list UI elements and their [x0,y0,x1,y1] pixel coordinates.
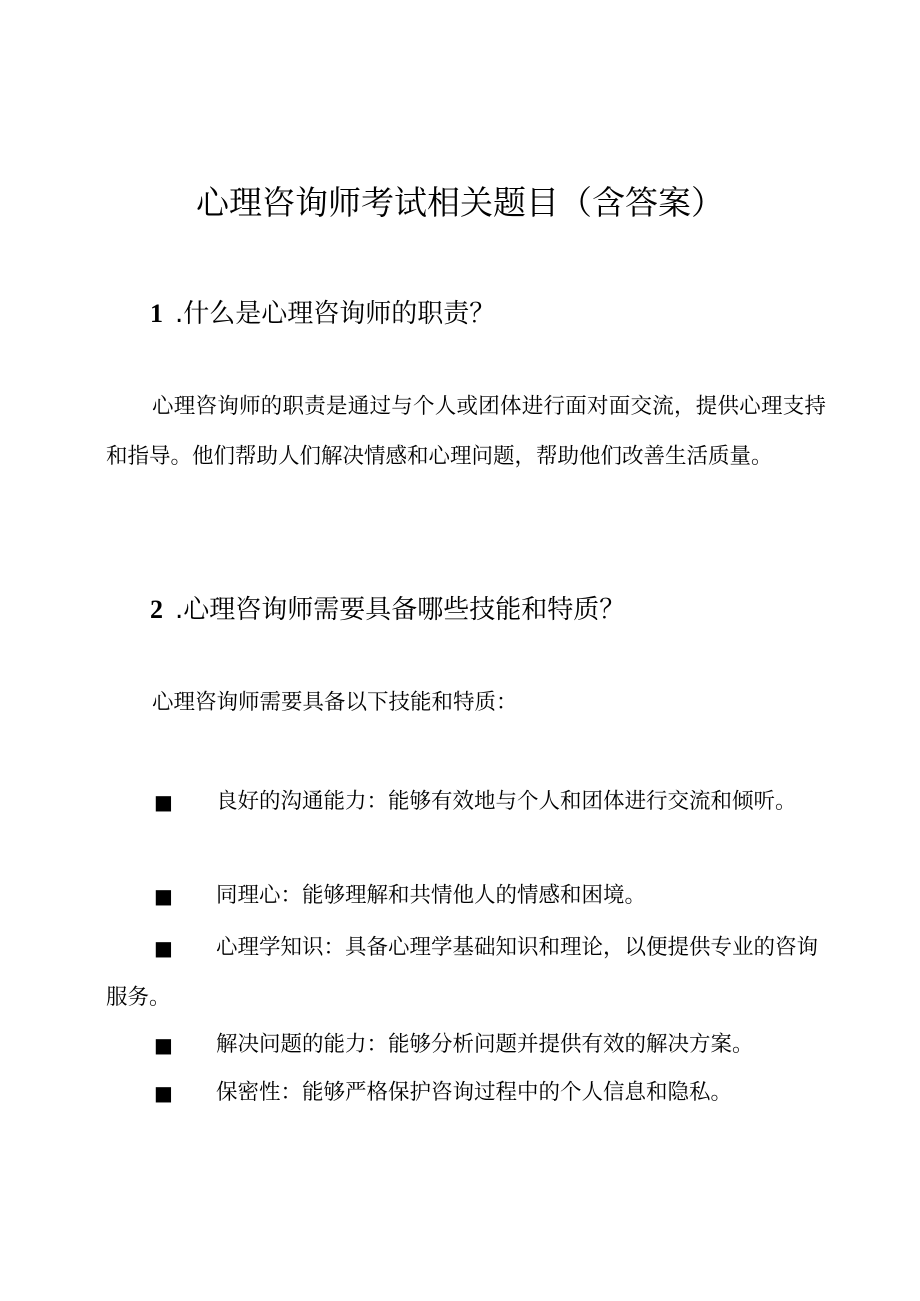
bullet-square-icon: ■ [154,790,173,814]
bullet-text: 心理学知识：具备心理学基础知识和理论，以便提供专业的咨询服务。 [106,935,819,1010]
section-2-intro: 心理咨询师需要具备以下技能和特质： [152,690,518,715]
list-item [106,777,826,827]
section-1-number: 1 [150,299,163,328]
section-1-heading [150,296,495,332]
section-2-heading-text: .心理咨询师需要具备哪些技能和特质？ [175,595,626,625]
section-1-paragraph: 心理咨询师的职责是通过与个人或团体进行面对面交流，提供心理支持和指导。他们帮助人们解决情感和心理问题，帮助他们改善生活质量。 [106,394,826,469]
bullet-square-icon: ■ [154,936,173,960]
bullet-text: 同理心：能够理解和共情他人的情感和困境。 [216,883,647,908]
list-item [106,1068,826,1118]
bullet-text: 良好的沟通能力：能够有效地与个人和团体进行交流和倾听。 [216,789,797,814]
list-item [106,871,826,921]
bullet-square-icon: ■ [154,884,173,908]
section-2-heading [150,592,625,628]
document-title: 心理咨询师考试相关题目（含答案） [196,183,724,222]
section-1-heading-text: .什么是心理咨询师的职责？ [175,299,496,329]
bullet-square-icon: ■ [154,1033,173,1057]
list-item [106,1020,826,1070]
list-item [106,923,826,1023]
bullet-square-icon: ■ [154,1081,173,1105]
bullet-text: 保密性：能够严格保护咨询过程中的个人信息和隐私。 [216,1080,733,1105]
bullet-text: 解决问题的能力：能够分析问题并提供有效的解决方案。 [216,1032,754,1057]
section-2-number: 2 [150,595,163,624]
